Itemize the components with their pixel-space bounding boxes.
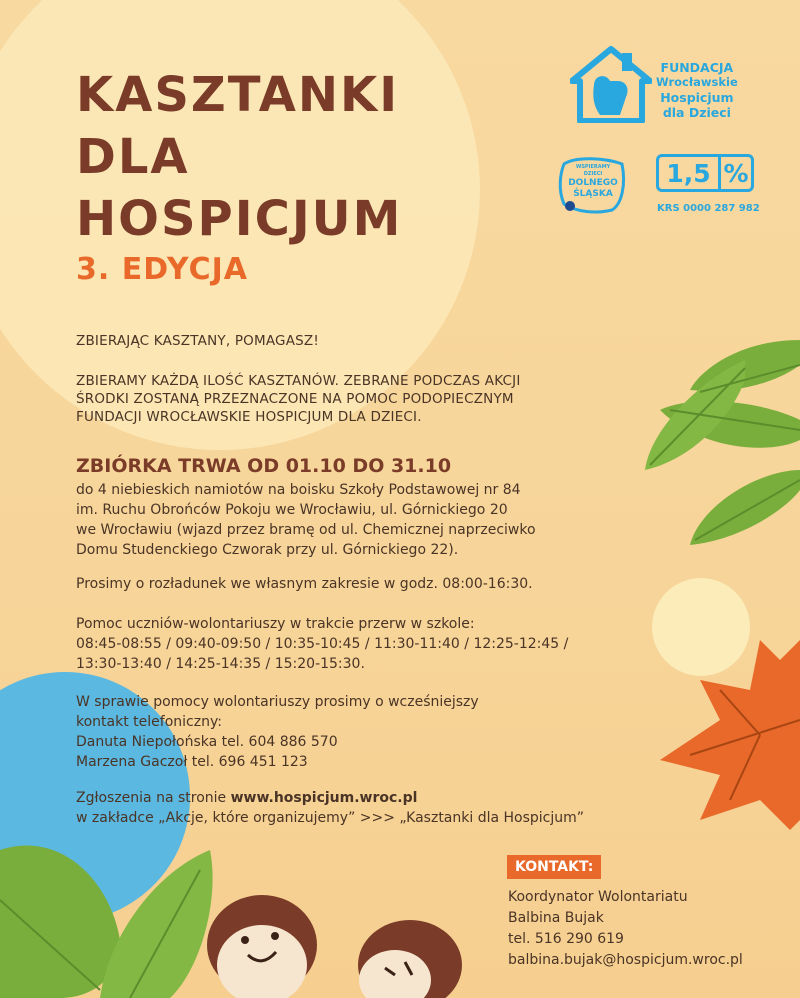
volunteer-line: 13:30-13:40 / 14:25-14:35 / 15:20-15:30. (76, 656, 365, 672)
badge-line: ŚLĄSKA (573, 189, 613, 199)
house-hand-icon (570, 45, 652, 123)
contact-line: tel. 516 290 619 (508, 931, 624, 947)
badge-line: DOLNEGO (568, 178, 618, 188)
contact-line: Koordynator Wolontariatu (508, 889, 688, 905)
registration-info (76, 788, 584, 828)
registration-prefix: Zgłoszenia na stronie (76, 790, 231, 806)
logo-line: FUNDACJA (660, 60, 734, 75)
collection-line: we Wrocławiu (wjazd przez bramę od ul. Chemicznej naprzeciwko (76, 522, 536, 538)
percent-sign: % (718, 157, 751, 189)
unloading-info: Prosimy o rozładunek we własnym zakresie w godz. 08:00-16:30. (76, 576, 533, 592)
contact-details (508, 887, 743, 971)
title-line: DLA (76, 129, 190, 185)
one-point-five-percent-badge (656, 154, 754, 192)
intro-heading: ZBIERAJĄC KASZTANY, POMAGASZ! (76, 333, 319, 349)
phone-contact (76, 692, 479, 772)
collection-line: im. Ruchu Obrońców Pokoju we Wrocławiu, ul. Górnickiego 20 (76, 502, 508, 518)
contact-email[interactable]: balbina.bujak@hospicjum.wroc.pl (508, 952, 743, 968)
badge-line: WSPIERAMY (575, 164, 611, 170)
volunteer-schedule (76, 614, 568, 674)
krs-number: KRS 0000 287 982 (657, 203, 760, 214)
volunteer-line: Pomoc uczniów-wolontariuszy w trakcie przerw w szkole: (76, 616, 475, 632)
chestnut-leaf-icon (645, 340, 800, 545)
badge-line: DZIECI (583, 171, 603, 177)
poster-title (76, 64, 402, 250)
chestnut-face-icon (207, 895, 317, 998)
phone-line: Marzena Gaczoł tel. 696 451 123 (76, 754, 308, 770)
logo-line: Wrocławskie (656, 75, 738, 89)
logo-line: dla Dzieci (662, 105, 731, 120)
registration-line: w zakładce „Akcje, które organizujemy” >>> „Kasztanki dla Hospicjum” (76, 810, 585, 826)
collection-line: do 4 niebieskich namiotów na boisku Szkoły Podstawowej nr 84 (76, 482, 521, 498)
description-line: ZBIERAMY KAŻDĄ ILOŚĆ KASZTANÓW. ZEBRANE PODCZAS AKCJI (76, 373, 521, 389)
contact-line: Balbina Bujak (508, 910, 604, 926)
phone-line: W sprawie pomocy wolontariuszy prosimy o wcześniejszy (76, 694, 479, 710)
collection-details (76, 480, 536, 560)
collection-heading: ZBIÓRKA TRWA OD 01.10 DO 31.10 (76, 455, 452, 477)
phone-line: kontakt telefoniczny: (76, 714, 222, 730)
chestnut-face-icon (358, 920, 462, 998)
edition-label: 3. EDYCJA (76, 252, 248, 287)
chestnut-leaf-icon (0, 846, 213, 998)
percent-number: 1,5 (666, 158, 711, 188)
volunteer-line: 08:45-08:55 / 09:40-09:50 / 10:35-10:45 / 11:30-11:40 / 12:25-12:45 / (76, 636, 569, 652)
description-line: FUNDACJI WROCŁAWSKIE HOSPICJUM DLA DZIECI. (76, 409, 422, 425)
lower-silesia-badge-text (568, 164, 618, 200)
description-line: ŚRODKI ZOSTANĄ PRZEZNACZONE NA POMOC PODOPIECZNYM (76, 391, 514, 407)
title-line: KASZTANKI (76, 67, 400, 123)
description (76, 372, 521, 426)
website-link[interactable]: www.hospicjum.wroc.pl (230, 790, 418, 806)
logo-line: Hospicjum (660, 90, 734, 105)
title-line: HOSPICJUM (76, 191, 403, 247)
foundation-logo-text (656, 60, 738, 120)
phone-line: Danuta Niepołońska tel. 604 886 570 (76, 734, 338, 750)
contact-label: KONTAKT: (507, 855, 601, 879)
collection-line: Domu Studenckiego Czworak przy ul. Górnickiego 22). (76, 542, 459, 558)
registration-line (76, 788, 584, 808)
maple-leaf-icon (660, 640, 800, 830)
